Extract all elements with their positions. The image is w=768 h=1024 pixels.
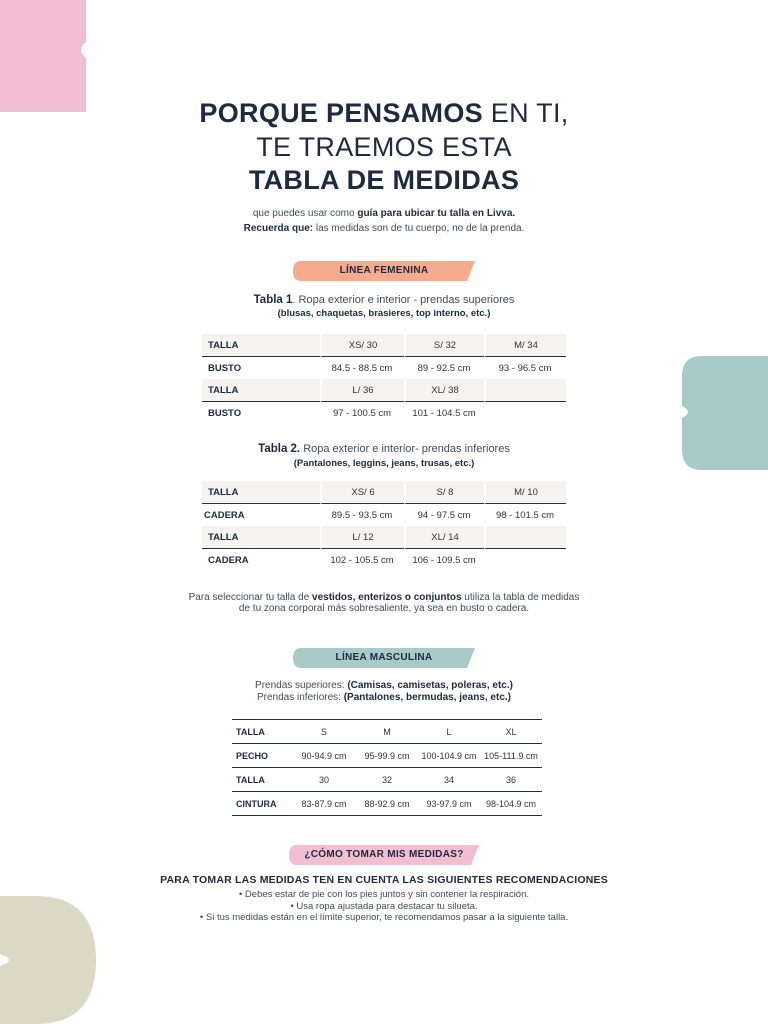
intro-line-2: Recuerda que: las medidas son de tu cuerpo, no de la prenda. (243, 223, 525, 234)
table-masculina (232, 719, 542, 816)
masculina-badge: LÍNEA MASCULINA (335, 652, 433, 663)
intro-line-1: que puedes usar como guía para ubicar tu talla en Livva. (252, 208, 516, 219)
table1-title: Tabla 1. Ropa exterior e interior - prendas superiores (253, 294, 515, 306)
table1 (202, 334, 566, 424)
femenina-badge: LÍNEA FEMENINA (339, 265, 429, 276)
table2-subtitle: (Pantalones, leggins, jeans, trusas, etc.) (293, 458, 475, 469)
dress-note-line-2: de tu zona corporal más sobresaliente, ya sea en busto o cadera. (238, 603, 530, 614)
table-row: TALLA L/ 12 XL/ 14 (202, 526, 566, 549)
table-row: TALLA L/ 36 XL/ 38 (202, 379, 566, 402)
table-row: TALLA 30 32 34 36 (232, 768, 542, 792)
table-row: TALLA XS/ 30 S/ 32 M/ 34 (202, 334, 566, 357)
title-line-3: TABLA DE MEDIDAS (248, 165, 520, 195)
medidas-tip-1: • Debes estar de pie con los pies juntos y sin contener la respiración. (238, 889, 530, 900)
page-title (0, 96, 768, 130)
table1-subtitle: (blusas, chaquetas, brasieres, top interno, etc.) (277, 308, 491, 319)
masculina-inferiores: Prendas inferiores: (Pantalones, bermudas, jeans, etc.) (257, 692, 511, 703)
table-row: PECHO 90-94.9 cm 95-99.9 cm 100-104.9 cm 105-111.9 cm (232, 744, 542, 768)
dress-note-line-1: Para seleccionar tu talla de vestidos, enterizos o conjuntos utiliza la tabla de medidas (188, 592, 580, 603)
medidas-badge: ¿CÓMO TOMAR MIS MEDIDAS? (304, 849, 464, 860)
table-row: BUSTO 97 - 100.5 cm 101 - 104.5 cm (208, 407, 476, 419)
medidas-heading: PARA TOMAR LAS MEDIDAS TEN EN CUENTA LAS SIGUIENTES RECOMENDACIONES (160, 874, 608, 886)
table-row: TALLA S M L XL (232, 720, 542, 744)
table-row: TALLA XS/ 6 S/ 8 M/ 10 (202, 481, 566, 504)
table2-title: Tabla 2. Ropa exterior e interior- prendas inferiores (258, 443, 510, 455)
title-bold-1: PORQUE PENSAMOS (199, 98, 483, 128)
title-line-2: TE TRAEMOS ESTA (256, 132, 512, 162)
table2 (202, 481, 566, 571)
table-row: BUSTO 84.5 - 88.5 cm 89 - 92.5 cm 93 - 96.5 cm (208, 362, 552, 374)
title-thin-1: EN TI, (490, 98, 569, 128)
table-row: CADERA 89.5 - 93.5 cm 94 - 97.5 cm 98 - 101.5 cm (204, 509, 555, 521)
medidas-tip-2: • Usa ropa ajustada para destacar tu silueta. (290, 901, 478, 912)
table-row: CADERA 102 - 105.5 cm 106 - 109.5 cm (208, 554, 476, 566)
medidas-tip-3: • Si tus medidas están en el límite superior, te recomendamos pasar a la siguiente talla. (199, 912, 569, 923)
masculina-superiores: Prendas superiores: (Camisas, camisetas, poleras, etc.) (255, 680, 513, 691)
table-row: CINTURA 83-87.9 cm 88-92.9 cm 93-97.9 cm 98-104.9 cm (232, 792, 542, 816)
